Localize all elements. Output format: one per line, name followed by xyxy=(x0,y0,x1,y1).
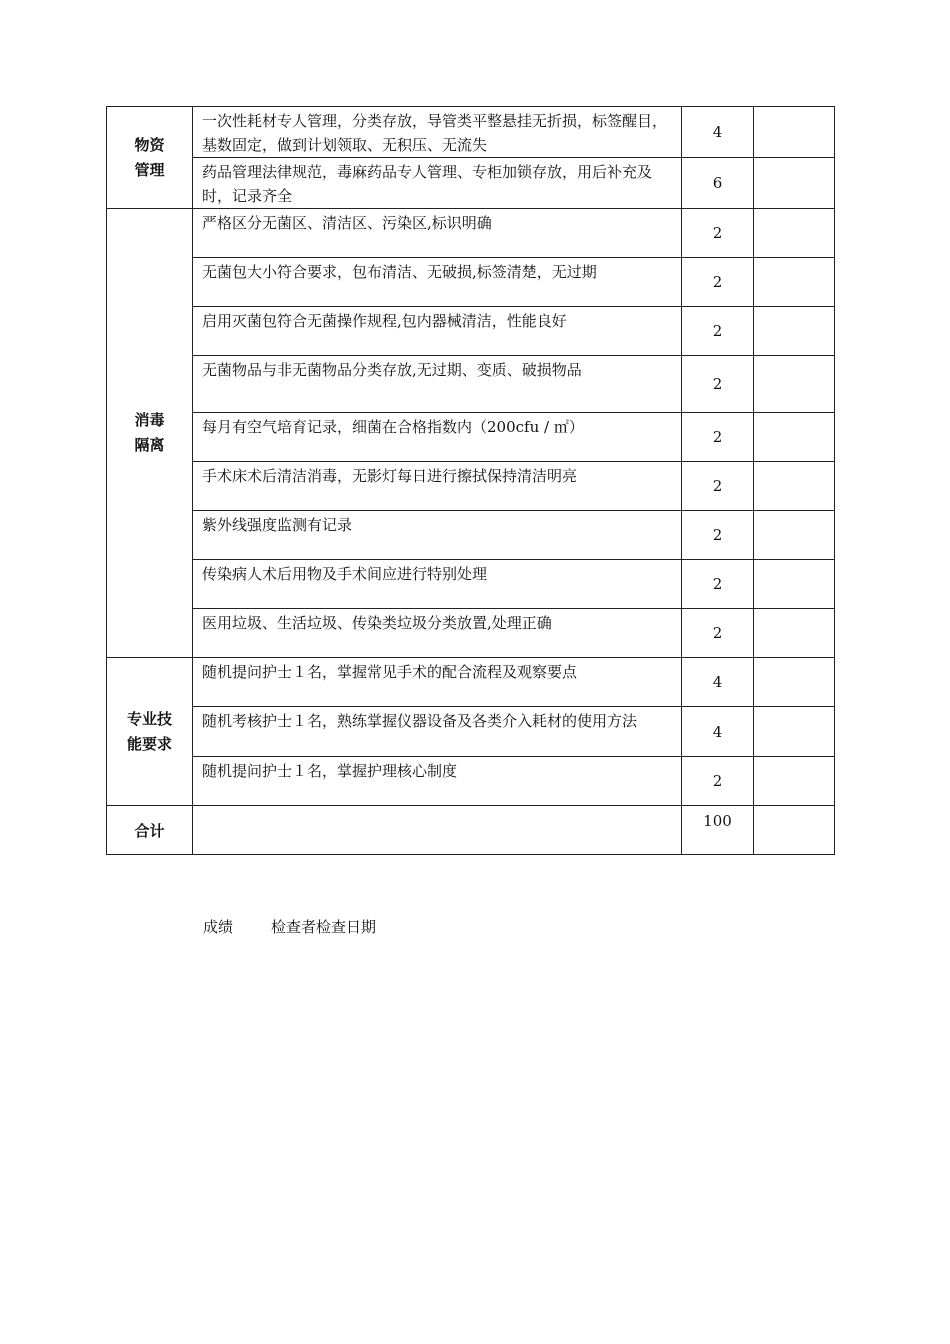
table-row xyxy=(107,158,835,209)
table-row xyxy=(107,258,835,307)
item-cell: 随机提问护士１名，掌握护理核心制度 xyxy=(193,757,682,806)
score-cell: 6 xyxy=(682,158,754,209)
item-cell: 医用垃圾、生活垃圾、传染类垃圾分类放置,处理正确 xyxy=(193,609,682,658)
actual-score-cell xyxy=(754,462,835,511)
item-cell: 无菌包大小符合要求，包布清洁、无破损,标签清楚，无过期 xyxy=(193,258,682,307)
score-cell: 2 xyxy=(682,609,754,658)
score-cell: 2 xyxy=(682,757,754,806)
table-row xyxy=(107,511,835,560)
table-row xyxy=(107,462,835,511)
actual-score-cell xyxy=(754,560,835,609)
table-row xyxy=(107,356,835,413)
category-cell-skills xyxy=(107,658,193,806)
actual-score-cell xyxy=(754,511,835,560)
signature-line xyxy=(203,917,376,937)
actual-score-cell xyxy=(754,658,835,707)
table-row xyxy=(107,413,835,462)
item-cell: 每月有空气培育记录，细菌在合格指数内（200cfu / ㎡） xyxy=(193,413,682,462)
table-row xyxy=(107,757,835,806)
table-row xyxy=(107,107,835,158)
actual-score-cell xyxy=(754,609,835,658)
actual-score-cell xyxy=(754,356,835,413)
score-cell: 4 xyxy=(682,107,754,158)
score-cell: 2 xyxy=(682,356,754,413)
category-label: 物资管理 xyxy=(134,135,165,179)
total-label: 合计 xyxy=(107,806,193,855)
category-label: 专业技能要求 xyxy=(126,709,172,753)
total-score: 100 xyxy=(682,806,754,855)
category-label: 消毒隔离 xyxy=(134,411,165,454)
score-cell: 4 xyxy=(682,707,754,757)
score-cell: 2 xyxy=(682,413,754,462)
actual-score-cell xyxy=(754,158,835,209)
actual-score-cell xyxy=(754,707,835,757)
item-cell: 严格区分无菌区、清洁区、污染区,标识明确 xyxy=(193,209,682,258)
item-cell: 随机提问护士１名，掌握常见手术的配合流程及观察要点 xyxy=(193,658,682,707)
score-cell: 2 xyxy=(682,258,754,307)
item-cell: 手术床术后清洁消毒，无影灯每日进行擦拭保持清洁明亮 xyxy=(193,462,682,511)
score-cell: 2 xyxy=(682,462,754,511)
total-actual-score-cell xyxy=(754,806,835,855)
item-cell: 药品管理法律规范，毒麻药品专人管理、专柜加锁存放，用后补充及时，记录齐全 xyxy=(193,158,682,209)
category-cell-disinfection xyxy=(107,209,193,658)
inspector-date-label: 检查者检查日期 xyxy=(271,918,377,936)
total-item-cell xyxy=(193,806,682,855)
item-cell: 传染病人术后用物及手术间应进行特别处理 xyxy=(193,560,682,609)
inspection-score-table xyxy=(106,106,835,855)
score-cell: 2 xyxy=(682,560,754,609)
score-cell: 2 xyxy=(682,511,754,560)
actual-score-cell xyxy=(754,258,835,307)
item-cell: 紫外线强度监测有记录 xyxy=(193,511,682,560)
item-cell: 启用灭菌包符合无菌操作规程,包内器械清洁，性能良好 xyxy=(193,307,682,356)
item-cell: 一次性耗材专人管理，分类存放，导管类平整悬挂无折损，标签醒目，基数固定，做到计划领取、无积压、无流失 xyxy=(193,107,682,158)
total-row xyxy=(107,806,835,855)
actual-score-cell xyxy=(754,413,835,462)
score-cell: 2 xyxy=(682,307,754,356)
actual-score-cell xyxy=(754,107,835,158)
table-row xyxy=(107,707,835,757)
table-row xyxy=(107,209,835,258)
actual-score-cell xyxy=(754,307,835,356)
table-row xyxy=(107,658,835,707)
actual-score-cell xyxy=(754,757,835,806)
actual-score-cell xyxy=(754,209,835,258)
category-cell-material xyxy=(107,107,193,209)
item-cell: 无菌物品与非无菌物品分类存放,无过期、变质、破损物品 xyxy=(193,356,682,413)
table-row xyxy=(107,560,835,609)
score-label: 成绩 xyxy=(203,918,234,936)
score-cell: 4 xyxy=(682,658,754,707)
score-cell: 2 xyxy=(682,209,754,258)
table-row xyxy=(107,609,835,658)
item-cell: 随机考核护士１名，熟练掌握仪器设备及各类介入耗材的使用方法 xyxy=(193,707,682,757)
table-row xyxy=(107,307,835,356)
